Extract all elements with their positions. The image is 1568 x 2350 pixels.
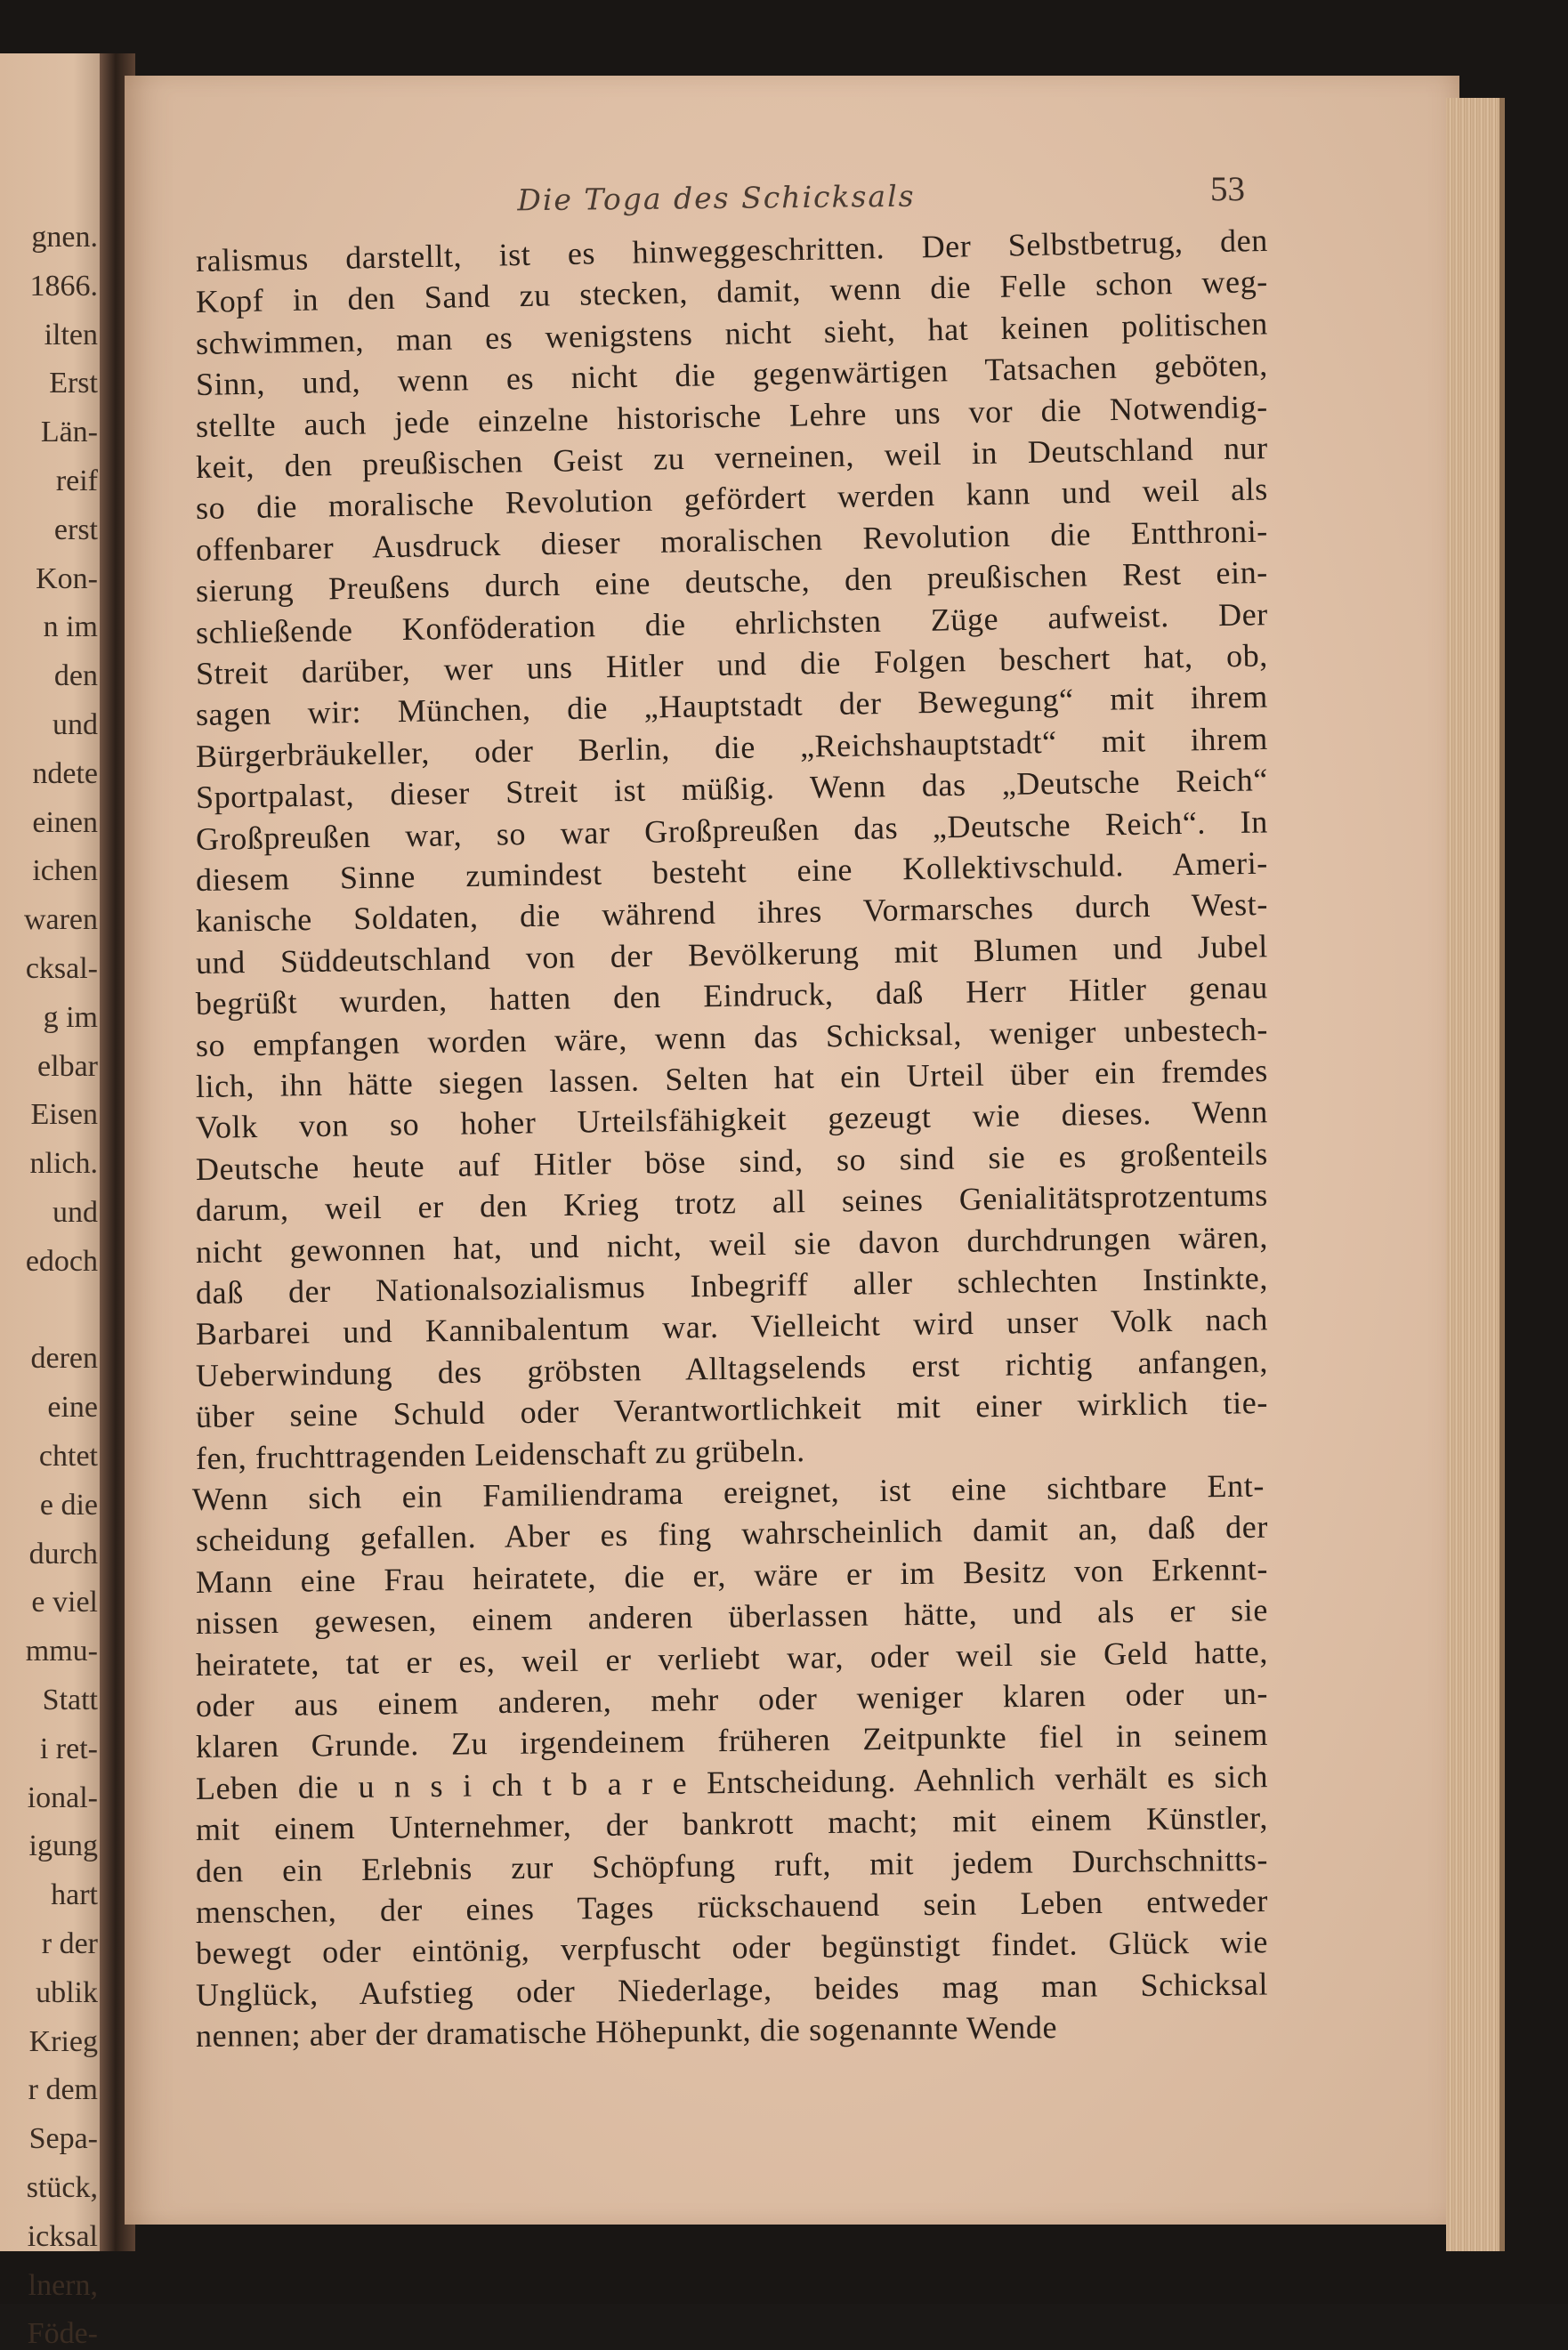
left-page-line: chtet	[38, 1440, 98, 1473]
text-line: keit, den preußischen Geist zu verneinen, weil in Deutschland nur	[195, 430, 1269, 485]
left-page-line: deren	[30, 1342, 98, 1376]
text-line: den ein Erlebnis zur Schöpfung ruft, mit jedem Durchschnitts-	[195, 1841, 1269, 1889]
text-line: sierung Preußens durch eine deutsche, den preußischen Rest ein-	[195, 554, 1269, 610]
text-line: daß der Nationalsozialismus Inbegriff aller schlechten Instinkte,	[195, 1260, 1269, 1311]
left-page-line: lnern,	[28, 2268, 98, 2302]
text-line: schließende Konföderation die ehrlichsten Züge aufweist. Der	[195, 595, 1269, 650]
text-line: Wenn sich ein Familiendrama ereignet, ist eine sichtbare Ent-	[191, 1467, 1265, 1517]
left-page-line: icksal	[27, 2219, 98, 2253]
text-line: Barbarei und Kannibalentum war. Vielleicht wird unser Volk nach	[195, 1301, 1269, 1353]
text-line: begrüßt wurden, hatten den Eindruck, daß Herr Hitler genau	[195, 969, 1269, 1022]
text-line: mit einem Unternehmer, der bankrott macht; mit einem Künstler,	[195, 1799, 1269, 1848]
left-page-line: Sepa-	[28, 2122, 98, 2156]
left-page-line: ublik	[36, 1975, 98, 2009]
text-line: und Süddeutschland von der Bevölkerung mit Blumen und Jubel	[195, 927, 1269, 981]
text-line: nicht gewonnen hat, und nicht, weil sie davon durchdrungen wären,	[195, 1218, 1269, 1270]
left-page-line: eine	[47, 1391, 98, 1425]
text-line: Bürgerbräukeller, oder Berlin, die „Reichshauptstadt“ mit ihrem	[195, 720, 1269, 774]
text-line: ralismus darstellt, ist es hinweggeschritten. Der Selbstbetrug, den	[195, 222, 1269, 279]
text-line: schwimmen, man es wenigstens nicht sieht, hat keinen politischen	[195, 305, 1269, 361]
text-line: sagen wir: München, die „Hauptstadt der Bewegung“ mit ihrem	[195, 679, 1269, 733]
left-page-line: e die	[39, 1488, 98, 1522]
text-line: heiratete, tat er es, weil er verliebt war, oder weil sie Geld hatte,	[195, 1634, 1269, 1683]
left-page-line: r der	[41, 1927, 98, 1960]
text-line: Sinn, und, wenn es nicht die gegenwärtigen Tatsachen geböten,	[195, 346, 1269, 403]
left-page-line: einen	[32, 805, 98, 839]
running-title: Die Toga des Schicksals	[517, 178, 916, 218]
text-line: Streit darüber, wer uns Hitler und die Folgen beschert hat, ob,	[195, 637, 1269, 691]
text-line: Großpreußen war, so war Großpreußen das „Deutsche Reich“. In	[195, 803, 1269, 857]
left-page-line: erst	[53, 513, 98, 546]
left-page-line: Erst	[49, 367, 98, 400]
text-line: Leben die u n s i ch t b a r e Entscheidung. Aehnlich verhält es sich	[195, 1758, 1269, 1806]
left-page-line: Län-	[40, 416, 98, 449]
text-line: Mann eine Frau heiratete, die er, wäre er im Besitz von Erkennt-	[195, 1550, 1269, 1600]
page-number: 53	[1210, 170, 1245, 208]
left-page-line: e viel	[31, 1586, 98, 1619]
text-line: Deutsche heute auf Hitler böse sind, so sind sie es großenteils	[195, 1135, 1269, 1187]
text-line: diesem Sinne zumindest besteht eine Kollektivschuld. Ameri-	[195, 844, 1269, 898]
left-page-line: g im	[43, 1000, 98, 1034]
left-page-line: cksal-	[25, 952, 98, 985]
left-page-line: Eisen	[30, 1098, 98, 1132]
text-line: Kopf in den Sand zu stecken, damit, wenn die Felle schon weg-	[195, 263, 1269, 320]
left-page-line: ional-	[27, 1781, 98, 1814]
text-line: darum, weil er den Krieg trotz all seines Genialitätsprotzentums	[195, 1176, 1269, 1229]
left-page-line: stück,	[26, 2171, 98, 2204]
left-page-line: Statt	[42, 1684, 98, 1716]
text-line: nennen; aber der dramatische Höhepunkt, die sogenannte Wende	[195, 2009, 1058, 2055]
text-line: nissen gewesen, einem anderen überlassen hätte, und als er sie	[195, 1592, 1269, 1642]
left-page-line: n im	[43, 610, 98, 644]
text-line: scheidung gefallen. Aber es fing wahrscheinlich damit an, daß der	[195, 1509, 1269, 1559]
left-page-line: i ret-	[39, 1732, 98, 1765]
text-line: fen, fruchttragenden Leidenschaft zu grübeln.	[195, 1432, 805, 1476]
left-page-line: mmu-	[25, 1635, 98, 1668]
left-page-line: elbar	[37, 1049, 98, 1083]
left-page-line: Krieg	[28, 2024, 98, 2058]
text-line: so empfangen worden wäre, wenn das Schicksal, weniger unbestech-	[195, 1011, 1269, 1063]
text-line: offenbarer Ausdruck dieser moralischen Revolution die Entthroni-	[195, 513, 1269, 568]
text-line: klaren Grunde. Zu irgendeinem früheren Zeitpunkte fiel in seinem	[195, 1716, 1269, 1765]
page-edges	[1446, 98, 1505, 2251]
left-page-line: waren	[23, 903, 98, 937]
text-line: Volk von so hoher Urteilsfähigkeit gezeugt wie dieses. Wenn	[195, 1094, 1269, 1146]
text-line: Sportpalast, dieser Streit ist müßig. Wenn das „Deutsche Reich“	[195, 762, 1269, 816]
left-page-line: Kon-	[36, 561, 98, 595]
left-page-line: Föde-	[27, 2317, 98, 2350]
previous-page-fragment	[0, 53, 105, 2350]
text-line: kanische Soldaten, die während ihres Vormarsches durch West-	[195, 886, 1269, 940]
text-line: oder aus einem anderen, mehr oder weniger klaren oder un-	[195, 1675, 1269, 1724]
text-line: über seine Schuld oder Verantwortlichkeit mit einer wirklich tie-	[195, 1385, 1269, 1435]
left-page-line: hart	[51, 1878, 98, 1912]
left-page-line: und	[53, 1196, 98, 1229]
left-page-line: edoch	[25, 1244, 98, 1278]
left-page-line: gnen.	[31, 221, 98, 254]
text-line: so die moralische Revolution gefördert werden kann und weil als	[195, 471, 1269, 527]
left-page-line: 1866.	[29, 269, 98, 303]
left-page-line: reif	[55, 464, 98, 497]
text-line: lich, ihn hätte siegen lassen. Selten hat ein Urteil über ein fremdes	[195, 1052, 1269, 1104]
left-page-line: ilten	[44, 318, 98, 351]
text-line: Ueberwindung des gröbsten Alltagselends erst richtig anfangen,	[195, 1343, 1269, 1393]
text-line: stellte auch jede einzelne historische Lehre uns vor die Notwendig-	[195, 388, 1269, 444]
left-page-line: nlich.	[29, 1147, 98, 1181]
left-page-line: und	[53, 708, 98, 741]
text-line: Unglück, Aufstieg oder Niederlage, beides mag man Schicksal	[195, 1966, 1269, 2013]
left-page-line: den	[53, 659, 98, 693]
left-page-line: r dem	[28, 2073, 98, 2107]
left-page-line: ndete	[32, 756, 98, 790]
text-line: menschen, der eines Tages rückschauend sein Leben entweder	[195, 1882, 1269, 1930]
left-page-line: ichen	[32, 854, 98, 888]
left-page-line: durch	[28, 1537, 98, 1571]
left-page-line: igung	[28, 1829, 98, 1863]
text-line: bewegt oder eintönig, verpfuscht oder begünstigt findet. Glück wie	[195, 1924, 1269, 1972]
